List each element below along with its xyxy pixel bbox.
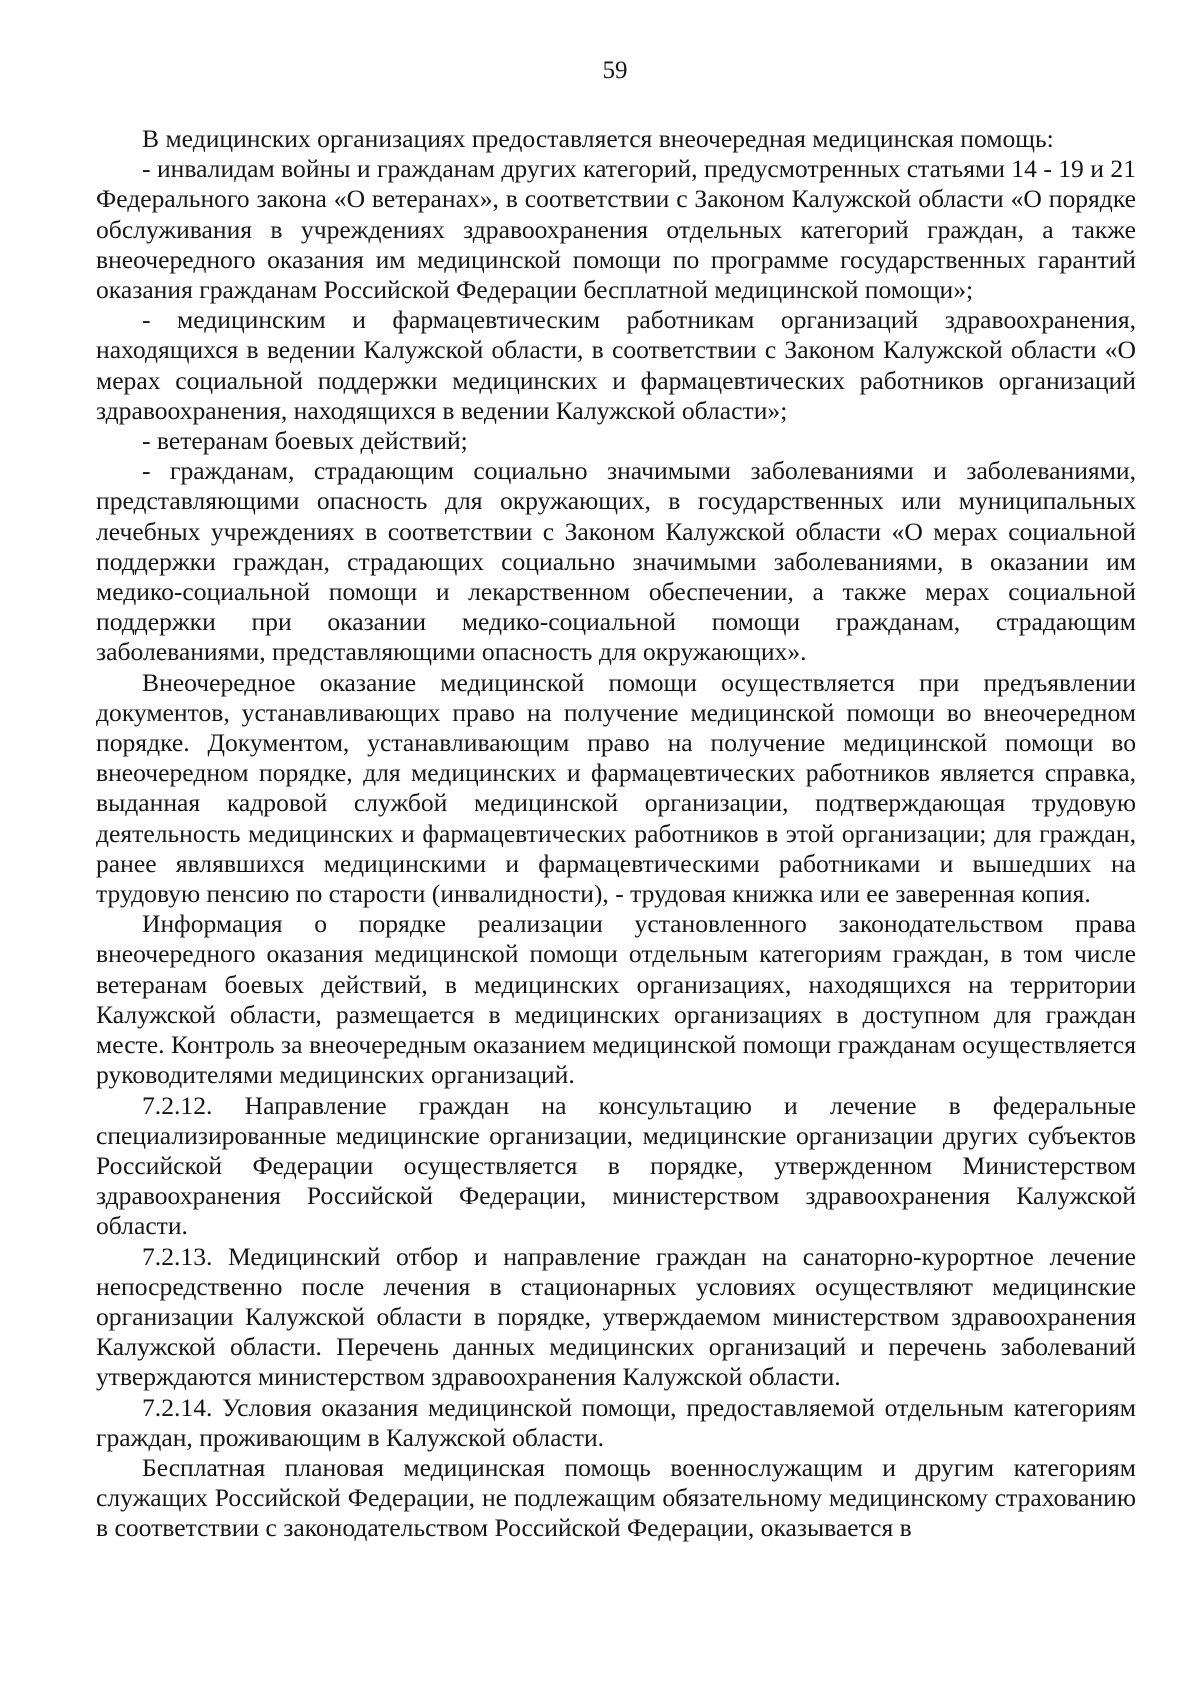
list-item-war-invalids: - инвалидам войны и гражданам других категорий, предусмотренных статьями 14 - 19 и 21 Федерального закона «О ветеранах», в соответствии с Законом Калужской области «О порядке обслуживания в учреждениях здравоохранения отдельных категорий граждан, а также внеочередного оказания им медицинской помощи по программе государственных гарантий оказания гражданам Российской Федерации бесплатной медицинской помощи»; (96, 154, 1136, 305)
paragraph-intro: В медицинских организациях предоставляется внеочередная медицинская помощь: (142, 124, 1054, 153)
list-item-socially-significant-diseases: - гражданам, страдающим социально значимыми заболеваниями и заболеваниями, представляющими опасность для окружающих, в государственных или муниципальных лечебных учреждениях в соответствии с Законом Калужской области «О мерах социальной поддержки граждан, страдающих социально значимыми заболеваниями, в оказании им медико-социальной помощи и лекарственном обеспечении, а также мерах социальной поддержки при оказании медико-социальной помощи гражданам, страдающим заболеваниями, представляющими опасность для окружающих». (96, 456, 1136, 667)
paragraph-7-2-12: 7.2.12. Направление граждан на консультацию и лечение в федеральные специализированные медицинские организации, медицинские организации других субъектов Российской Федерации осуществляется в порядке, утвержденном Министерством здравоохранения Российской Федерации, министерством здравоохранения Калужской области. (96, 1090, 1136, 1241)
paragraph-information: Информация о порядке реализации установленного законодательством права внеочередного оказания медицинской помощи отдельным категориям граждан, в том числе ветеранам боевых действий, в медицинских организациях, находящихся на территории Калужской области, размещается в медицинских организациях в доступном для граждан месте. Контроль за внеочередным оказанием медицинской помощи гражданам осуществляется руководителями медицинских организаций. (96, 909, 1136, 1090)
list-item-combat-veterans: - ветеранам боевых действий; (142, 426, 468, 456)
paragraph-7-2-13: 7.2.13. Медицинский отбор и направление граждан на санаторно-курортное лечение непосредственно после лечения в стационарных условиях осуществляют медицинские организации Калужской области в порядке, утверждаемом министерством здравоохранения Калужской области. Перечень данных медицинских организаций и перечень заболеваний утверждаются министерством здравоохранения Калужской области. (96, 1241, 1136, 1392)
paragraph-documents: Внеочередное оказание медицинской помощи осуществляется при предъявлении документов, устанавливающих право на получение медицинской помощи во внеочередном порядке. Документом, устанавливающим право на получение медицинской помощи во внеочередном порядке, для медицинских и фармацевтических работников является справка, выданная кадровой службой медицинской организации, подтверждающая трудовую деятельность медицинских и фармацевтических работников в этой организации; для граждан, ранее являвшихся медицинскими и фармацевтическими работниками и вышедших на трудовую пенсию по старости (инвалидности), - трудовая книжка или ее заверенная копия. (96, 667, 1136, 909)
page-number: 59 (602, 57, 628, 84)
paragraph-7-2-14: 7.2.14. Условия оказания медицинской помощи, предоставляемой отдельным категориям граждан, проживающим в Калужской области. (96, 1392, 1136, 1452)
document-body (96, 124, 1136, 1544)
paragraph-military: Бесплатная плановая медицинская помощь военнослужащим и другим категориям служащих Российской Федерации, не подлежащим обязательному медицинскому страхованию в соответствии с законодательством Российской Федерации, оказывается в (96, 1452, 1136, 1543)
list-item-medical-workers: - медицинским и фармацевтическим работникам организаций здравоохранения, находящихся в ведении Калужской области, в соответствии с Законом Калужской области «О мерах социальной поддержки медицинских и фармацевтических работников организаций здравоохранения, находящихся в ведении Калужской области»; (96, 305, 1136, 425)
